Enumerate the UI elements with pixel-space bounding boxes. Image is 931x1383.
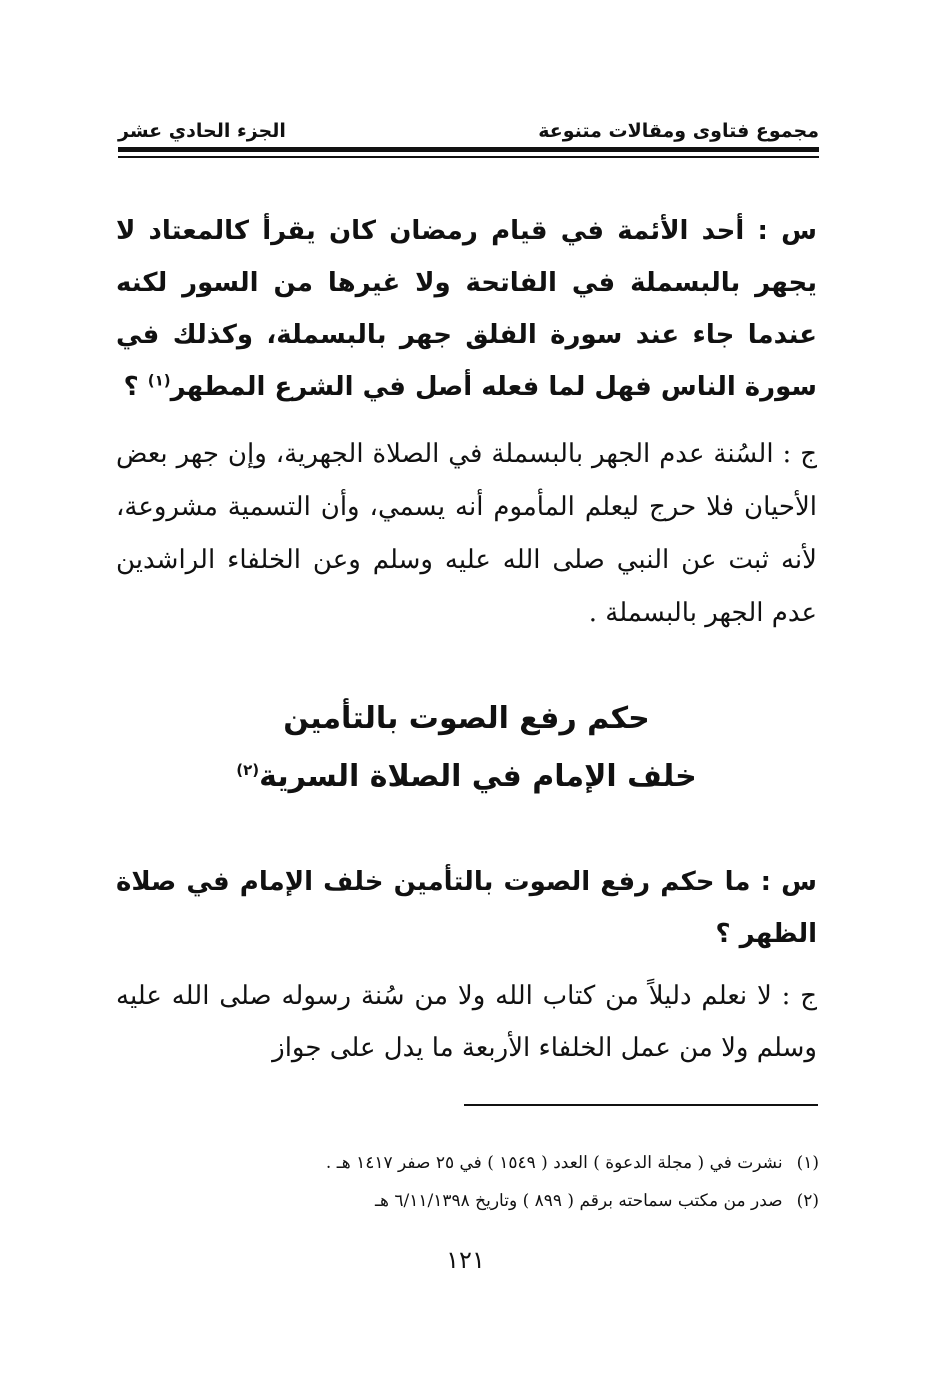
page-number: ١٢١ bbox=[446, 1246, 485, 1274]
question-2-text: س : ما حكم رفع الصوت بالتأمين خلف الإمام في صلاة الظهر ؟ bbox=[116, 867, 817, 949]
answer-1 bbox=[116, 428, 817, 640]
running-header bbox=[118, 112, 819, 142]
footnote-1 bbox=[116, 1144, 819, 1182]
heading-line-2 bbox=[116, 748, 817, 806]
footnotes bbox=[116, 1144, 819, 1220]
footnote-ref-1: (١) bbox=[147, 371, 171, 390]
heading-line-1: حكم رفع الصوت بالتأمين bbox=[283, 701, 650, 736]
footnote-1-text: نشرت في ( مجلة الدعوة ) العدد ( ١٥٤٩ ) في ٢٥ صفر ١٤١٧ هـ . bbox=[325, 1153, 783, 1173]
question-1-ending: ؟ bbox=[123, 372, 148, 402]
footnote-separator bbox=[464, 1104, 818, 1106]
book-title: مجموع فتاوى ومقالات متنوعة bbox=[538, 120, 819, 142]
heading-line-2-text: خلف الإمام في الصلاة السرية bbox=[259, 759, 697, 794]
footnote-2-text: صدر من مكتب سماحته برقم ( ٨٩٩ ) وتاريخ ٦/١١/١٣٩٨ هـ bbox=[375, 1191, 783, 1211]
footnote-1-number: (١) bbox=[796, 1153, 819, 1173]
question-2 bbox=[116, 856, 817, 960]
footnote-2-number: (٢) bbox=[796, 1191, 819, 1211]
footnote-2 bbox=[116, 1182, 819, 1220]
question-1-text: س : أحد الأئمة في قيام رمضان كان يقرأ كالمعتاد لا يجهر بالبسملة في الفاتحة ولا غيرها من السور لكنه عندما جاء عند سورة الفلق جهر بالبسملة، وكذلك في سورة الناس فهل لما فعله أصل في الشرع المطهر bbox=[116, 216, 817, 402]
answer-2 bbox=[116, 970, 817, 1074]
header-rule-thick bbox=[118, 147, 819, 152]
question-1 bbox=[116, 205, 817, 413]
answer-2-text: ج : لا نعلم دليلاً من كتاب الله ولا من سُنة رسوله صلى الله عليه وسلم ولا من عمل الخلفاء الأربعة ما يدل على جواز bbox=[116, 981, 817, 1063]
footnote-ref-2: (٢) bbox=[236, 761, 260, 779]
header-rule-thin bbox=[118, 156, 819, 158]
section-heading bbox=[116, 690, 817, 806]
volume-title: الجزء الحادي عشر bbox=[118, 120, 286, 142]
answer-1-text: ج : السُنة عدم الجهر بالبسملة في الصلاة الجهرية، وإن جهر بعض الأحيان فلا حرج ليعلم المأموم أنه يسمي، وأن التسمية مشروعة، لأنه ثبت عن النبي صلى الله عليه وسلم وعن الخلفاء الراشدين عدم الجهر بالبسملة . bbox=[116, 439, 817, 628]
